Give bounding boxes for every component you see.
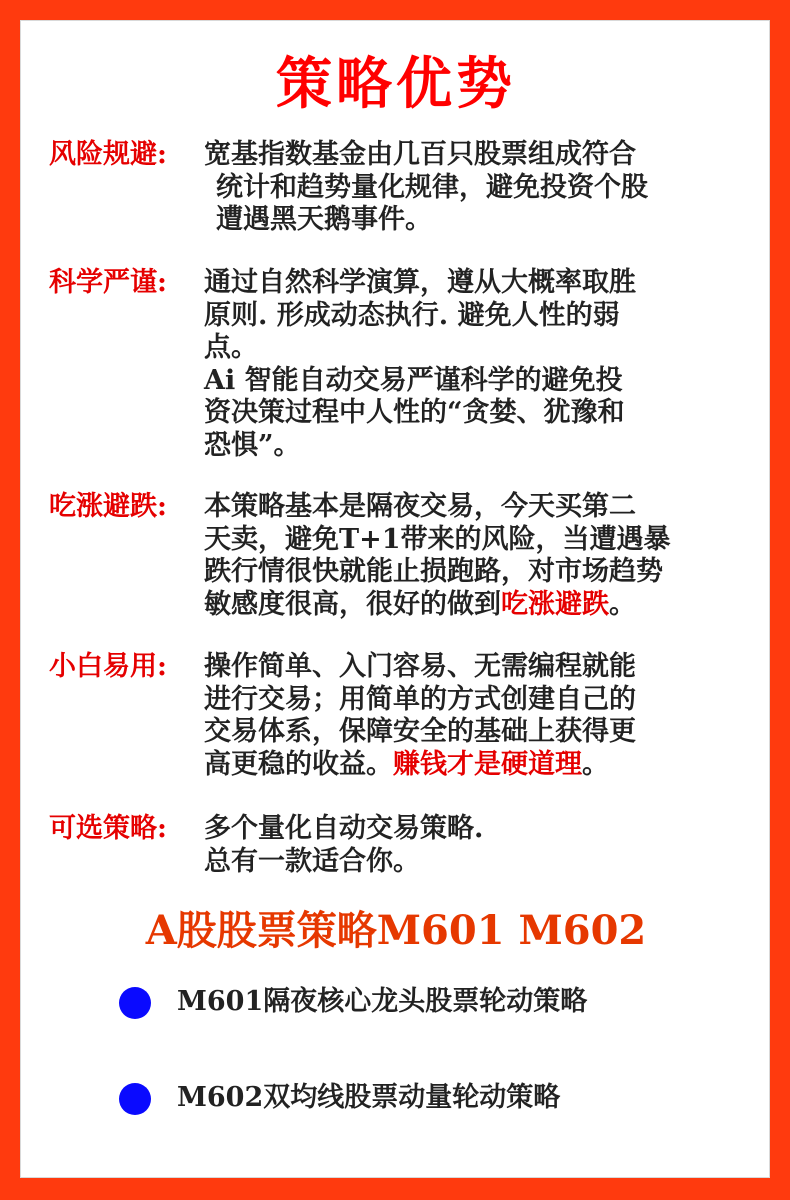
blue-dot-icon — [119, 1083, 151, 1115]
text-line: 统计和趋势量化规律，避免投资个股 — [216, 171, 648, 203]
text-suffix: 。 — [609, 588, 636, 620]
text-line: 总有一款适合你。 — [204, 845, 420, 877]
text-line: 原则. 形成动态执行. 避免人性的弱 — [204, 299, 620, 331]
content-panel — [20, 20, 770, 1178]
page-title: 策略优势 — [276, 51, 516, 117]
text-line: 恐惧”。 — [204, 429, 301, 461]
section-text — [204, 651, 636, 781]
section-label: 小白易用: — [49, 651, 167, 682]
text-prefix: 敏感度很高，很好的做到 — [204, 588, 501, 620]
section-label: 可选策略: — [49, 813, 167, 844]
text-line: 点。 — [204, 332, 258, 363]
text-suffix: 。 — [582, 748, 609, 780]
strategy-item-m601: M601隔夜核心龙头股票轮动策略 — [177, 986, 588, 1017]
text-prefix: 高更稳的收益。 — [204, 748, 393, 780]
section-text — [204, 267, 636, 462]
blue-dot-icon — [119, 987, 151, 1019]
text-line: 跌行情很快就能止损跑路，对市场趋势 — [204, 556, 663, 587]
text-line: 交易体系，保障安全的基础上获得更 — [204, 716, 636, 747]
text-line: 操作简单、入门容易、无需编程就能 — [204, 651, 636, 682]
highlight-text: 赚钱才是硬道理 — [393, 748, 582, 780]
strategy-subtitle: A股股票策略M601 M602 — [145, 907, 647, 954]
text-line: 进行交易；用简单的方式创建自己的 — [204, 683, 636, 715]
text-line: 本策略基本是隔夜交易，今天买第二 — [204, 491, 636, 522]
text-line-last — [204, 589, 671, 622]
section-label: 风险规避: — [49, 139, 167, 170]
strategy-item-m602: M602双均线股票动量轮动策略 — [177, 1082, 561, 1113]
text-line: 多个量化自动交易策略. — [204, 813, 484, 844]
section-text — [204, 139, 648, 237]
text-line: 宽基指数基金由几百只股票组成符合 — [204, 139, 636, 170]
text-line: Ai 智能自动交易严谨科学的避免投 — [204, 364, 623, 396]
text-line: 通过自然科学演算，遵从大概率取胜 — [204, 267, 636, 298]
text-line: 天卖，避免T+1带来的风险，当遭遇暴 — [204, 523, 671, 555]
section-text — [204, 491, 671, 621]
section-label: 吃涨避跌: — [49, 491, 167, 522]
section-label: 科学严谨: — [49, 267, 167, 298]
text-line: 资决策过程中人性的“贪婪、犹豫和 — [204, 397, 625, 428]
highlight-text: 吃涨避跌 — [501, 588, 609, 620]
text-line-last — [204, 749, 636, 782]
text-line: 遭遇黑天鹅事件。 — [216, 204, 432, 235]
section-text — [204, 813, 483, 878]
